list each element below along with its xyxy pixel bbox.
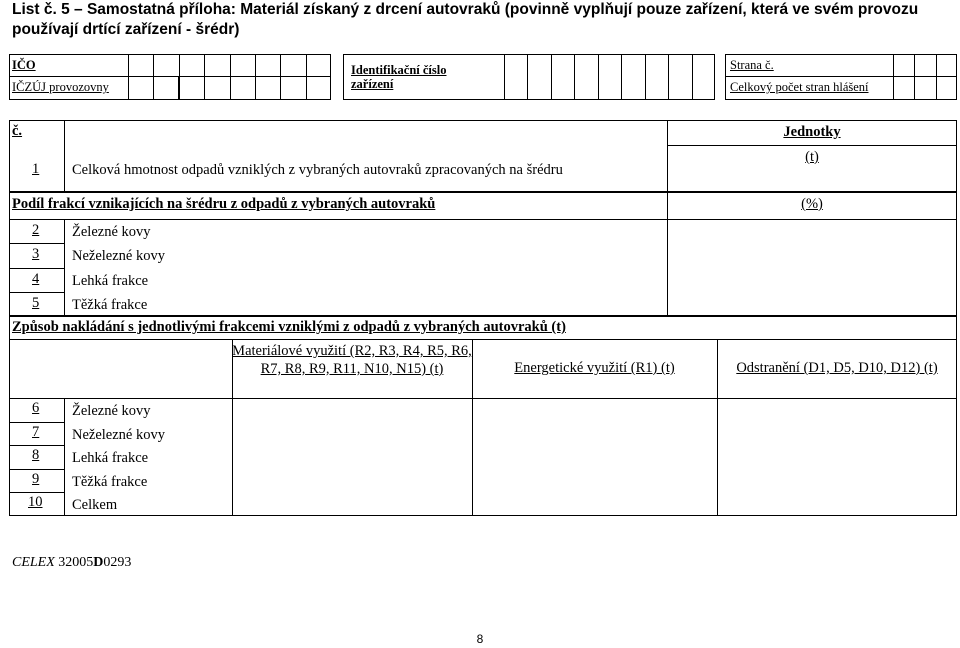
entry-cell-divider [621, 54, 622, 100]
entry-cell-divider [527, 54, 528, 100]
page-no-label: Strana č. [730, 58, 774, 72]
row-number: 10 [28, 494, 43, 510]
row-divider [9, 422, 64, 423]
units-header: Jednotky [783, 124, 841, 140]
entry-cell-divider [893, 54, 894, 100]
row-label: Železné kovy [72, 403, 151, 419]
row-number: 7 [32, 424, 40, 440]
row-divider [9, 469, 64, 470]
row-label: Neželezné kovy [72, 248, 165, 264]
row-number: 6 [32, 400, 40, 416]
col-no-header: č. [12, 123, 23, 139]
section3-title: Způsob nakládání s jednotlivými frakcemi vzniklými z odpadů z vybraných autovraků (t) [12, 319, 566, 335]
row-number: 2 [32, 222, 40, 238]
celex-reference [12, 554, 131, 571]
row-divider [9, 445, 64, 446]
celex-letter: D [93, 555, 104, 570]
row-number: 8 [32, 447, 40, 463]
entry-cell-divider [178, 76, 179, 100]
row-label: Celkem [72, 497, 118, 513]
row-label: Lehká frakce [72, 450, 149, 466]
title-main: Materiál získaný z drcení autovraků (povinně vyplňují pouze zařízení, která ve svém provozu používají drtící zařízení - šrédr) [12, 1, 919, 38]
entry-cell-divider [598, 54, 599, 100]
col-material-recovery: Materiálové využití (R2, R3, R4, R5, R6, R7, R8, R9, R11, N10, N15) (t) [232, 343, 472, 377]
section3-table [9, 316, 957, 516]
entry-cell-divider [645, 54, 646, 100]
row-number: 5 [32, 295, 40, 311]
row1-no: 1 [32, 161, 40, 177]
row-divider [9, 268, 64, 269]
row-label: Neželezné kovy [72, 427, 165, 443]
row-number: 9 [32, 471, 40, 487]
entry-cell-divider [230, 54, 231, 100]
entry-cell-divider [551, 54, 552, 100]
section2-title: Podíl frakcí vznikajících na šrédru z odpadů z vybraných autovraků [12, 196, 436, 212]
entry-cell-divider [936, 54, 937, 100]
entry-cell-divider [574, 54, 575, 100]
section2-unit: (%) [801, 196, 823, 212]
entry-cell-divider [306, 54, 307, 100]
row-divider [9, 492, 64, 493]
page-number: 8 [476, 632, 484, 646]
celex-num-a: 32005 [58, 555, 94, 570]
row-label: Železné kovy [72, 224, 151, 240]
page-title [12, 0, 957, 40]
row-number: 3 [32, 246, 40, 262]
identification-label: Identifikační číslo zařízení [351, 63, 447, 91]
entry-cell-divider [255, 54, 256, 100]
title-prefix: List č. 5 – Samostatná příloha: [12, 1, 241, 18]
celex-prefix: CELEX [12, 555, 55, 570]
page-total-label: Celkový počet stran hlášení [730, 80, 869, 94]
col-energy-recovery: Energetické využití (R1) (t) [514, 360, 675, 376]
row-label: Těžká frakce [72, 297, 148, 313]
ico-label: IČO [12, 58, 36, 72]
row-label: Těžká frakce [72, 474, 148, 490]
celex-num-b: 0293 [103, 555, 132, 570]
row-number: 4 [32, 271, 40, 287]
row1-label: Celková hmotnost odpadů vzniklých z vybraných autovraků zpracovaných na šrédru [72, 162, 563, 178]
row-divider [9, 292, 64, 293]
row1-unit: (t) [805, 149, 819, 165]
entry-cell-divider [668, 54, 669, 100]
row-divider [9, 243, 64, 244]
row-label: Lehká frakce [72, 273, 149, 289]
iczuj-label: IČZÚJ provozovny [12, 80, 109, 94]
entry-cell-divider [179, 54, 180, 100]
entry-cell-divider [914, 54, 915, 100]
entry-cell-divider [280, 54, 281, 100]
entry-cell-divider [204, 54, 205, 100]
col-disposal: Odstranění (D1, D5, D10, D12) (t) [736, 360, 938, 376]
entry-cell-divider [153, 54, 154, 100]
entry-cell-divider [692, 54, 693, 100]
